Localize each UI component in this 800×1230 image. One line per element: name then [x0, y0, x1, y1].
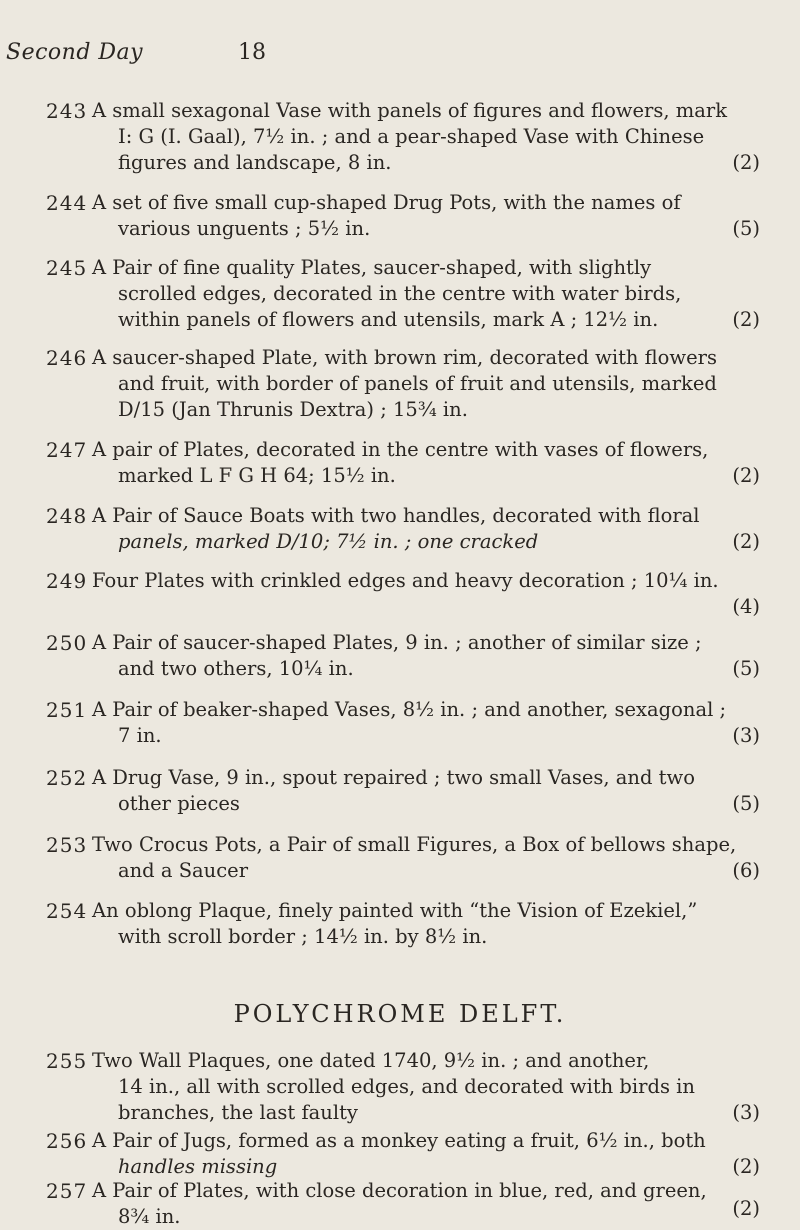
lot-line: Two Crocus Pots, a Pair of small Figures, a Box of bellows shape, — [92, 833, 737, 856]
lot-line: A small sexagonal Vase with panels of figures and flowers, mark — [92, 99, 728, 122]
lot-line: A Pair of Sauce Boats with two handles, decorated with floral — [92, 504, 700, 527]
lot-number: 257 — [46, 1179, 88, 1203]
lot-quantity: (6) — [732, 859, 760, 882]
lot-line: and fruit, with border of panels of fruit and utensils, marked — [118, 372, 717, 395]
lot-quantity: (3) — [732, 1101, 760, 1124]
lot-quantity: (4) — [732, 595, 760, 618]
lot-number: 253 — [46, 833, 88, 857]
lot-number: 244 — [46, 191, 88, 215]
lot-number: 246 — [46, 346, 88, 370]
lot-line: and two others, 10¼ in. — [118, 657, 354, 680]
lot-line: 14 in., all with scrolled edges, and decorated with birds in — [118, 1075, 695, 1098]
lot-number: 255 — [46, 1049, 88, 1073]
lot-number: 250 — [46, 631, 88, 655]
lot-description — [92, 697, 760, 749]
lot-quantity: (2) — [732, 151, 760, 174]
lot-description — [92, 1128, 760, 1180]
running-head — [0, 40, 800, 74]
section-heading: POLYCHROME DELFT. — [233, 1000, 567, 1028]
lot-number: 256 — [46, 1129, 88, 1153]
lot-line: A Drug Vase, 9 in., spout repaired ; two small Vases, and two — [92, 766, 695, 789]
lot-line: figures and landscape, 8 in. — [118, 151, 392, 174]
lot-description — [92, 1048, 760, 1126]
lot-line: panels, marked D/10; 7½ in. ; one cracked — [118, 530, 539, 553]
running-head-title: Second Day — [6, 40, 144, 65]
lot-quantity: (2) — [732, 308, 760, 331]
lot-description — [92, 437, 760, 489]
lot-line: 7 in. — [118, 724, 162, 747]
lot-number: 249 — [46, 569, 88, 593]
lot-line: A Pair of Jugs, formed as a monkey eating a fruit, 6½ in., both — [92, 1129, 706, 1152]
lot-quantity: (5) — [732, 657, 760, 680]
lot-quantity: (2) — [732, 1197, 760, 1220]
lot-line: other pieces — [118, 792, 240, 815]
lot-description — [92, 630, 760, 682]
lot-line: Four Plates with crinkled edges and heavy decoration ; 10¼ in. — [92, 569, 719, 592]
lot-line: various unguents ; 5½ in. — [118, 217, 371, 240]
lot-quantity: (2) — [732, 1155, 760, 1178]
lot-description — [92, 255, 760, 333]
lot-line: A Pair of beaker-shaped Vases, 8½ in. ; and another, sexagonal ; — [92, 698, 727, 721]
lot-quantity: (3) — [732, 724, 760, 747]
lot-line: with scroll border ; 14½ in. by 8½ in. — [118, 925, 488, 948]
lot-number: 245 — [46, 256, 88, 280]
lot-line: Two Wall Plaques, one dated 1740, 9½ in. ; and another, — [92, 1049, 650, 1072]
lot-description — [92, 898, 760, 950]
lot-number: 252 — [46, 766, 88, 790]
lot-number: 251 — [46, 698, 88, 722]
lot-description — [92, 568, 760, 594]
lot-number: 243 — [46, 99, 88, 123]
lot-quantity: (5) — [732, 792, 760, 815]
lot-quantity: (2) — [732, 530, 760, 553]
lot-description — [92, 190, 760, 242]
lot-line: A set of five small cup-shaped Drug Pots, with the names of — [92, 191, 681, 214]
page-number: 18 — [238, 40, 266, 65]
lot-number: 254 — [46, 899, 88, 923]
lot-description — [92, 98, 760, 176]
lot-line: A pair of Plates, decorated in the centre with vases of flowers, — [92, 438, 709, 461]
lot-line: 8¾ in. — [118, 1205, 181, 1228]
lot-line: A Pair of saucer-shaped Plates, 9 in. ; another of similar size ; — [92, 631, 702, 654]
lot-line: scrolled edges, decorated in the centre with water birds, — [118, 282, 682, 305]
lot-line: A Pair of fine quality Plates, saucer-shaped, with slightly — [92, 256, 652, 279]
lot-quantity: (5) — [732, 217, 760, 240]
lot-line: I: G (I. Gaal), 7½ in. ; and a pear-shaped Vase with Chinese — [118, 125, 705, 148]
lot-description — [92, 503, 760, 555]
lot-number: 248 — [46, 504, 88, 528]
lot-description — [92, 345, 760, 423]
lot-line: A saucer-shaped Plate, with brown rim, decorated with flowers — [92, 346, 717, 369]
lot-line: D/15 (Jan Thrunis Dextra) ; 15¾ in. — [118, 398, 468, 421]
lot-line: branches, the last faulty — [118, 1101, 358, 1124]
lot-line: An oblong Plaque, finely painted with “the Vision of Ezekiel,” — [92, 899, 698, 922]
lot-description — [92, 765, 760, 817]
lot-description — [92, 832, 760, 884]
lot-description — [92, 1178, 760, 1230]
lot-line: A Pair of Plates, with close decoration in blue, red, and green, — [92, 1179, 707, 1202]
lot-line: and a Saucer — [118, 859, 249, 882]
lot-line: handles missing — [118, 1155, 278, 1178]
lot-line: within panels of flowers and utensils, mark A ; 12½ in. — [118, 308, 659, 331]
lot-number: 247 — [46, 438, 88, 462]
lot-line: marked L F G H 64; 15½ in. — [118, 464, 396, 487]
lot-quantity: (2) — [732, 464, 760, 487]
